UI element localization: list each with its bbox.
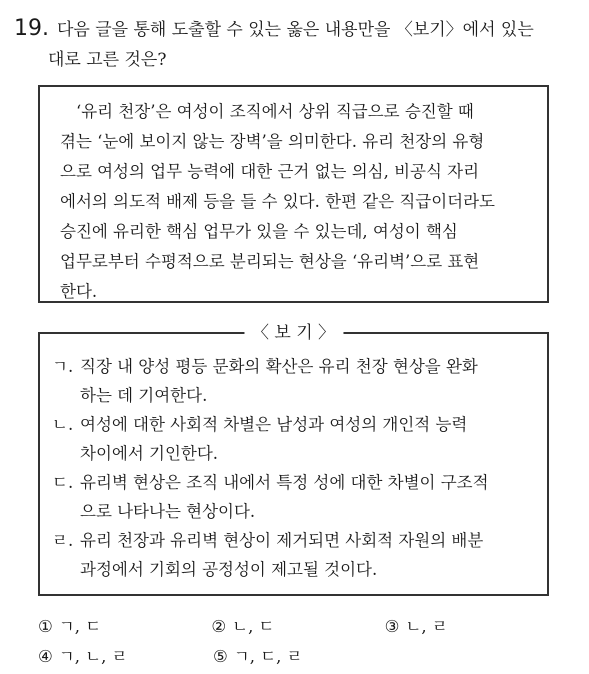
- bogi-item-mark: ㄷ.: [52, 473, 74, 492]
- choice-text: ㄱ, ㄷ, ㄹ: [233, 647, 303, 666]
- choice-text: ㄴ, ㄹ: [405, 617, 448, 636]
- choice-text: ㄱ, ㄷ: [58, 617, 102, 636]
- bogi-item-mark: ㄱ.: [52, 357, 74, 376]
- bogi-item-text: [80, 526, 483, 584]
- passage-line: 한다.: [60, 282, 98, 301]
- passage-line: 겪는 ‘눈에 보이지 않는 장벽’을 의미한다. 유리 천장의 유형: [60, 132, 485, 151]
- bogi-item-line: 직장 내 양성 평등 문화의 확산은 유리 천장 현상을 완화: [80, 357, 478, 376]
- bogi-item-digeut: [52, 468, 535, 526]
- choice-row: [38, 642, 558, 672]
- choice-text: ㄴ, ㄷ: [232, 617, 275, 636]
- choice-3[interactable]: [385, 612, 558, 642]
- passage-line: 업무로부터 수평적으로 분리되는 현상을 ‘유리벽’으로 표현: [60, 252, 480, 271]
- bogi-item-nieun: [52, 410, 535, 468]
- choice-number: ①: [38, 617, 53, 636]
- choice-number: ④: [38, 647, 53, 666]
- bogi-box: [38, 323, 549, 596]
- bogi-item-line: 으로 나타나는 현상이다.: [80, 502, 256, 521]
- choice-number: ②: [211, 617, 227, 636]
- bogi-item-giyeok: [52, 352, 535, 410]
- bogi-item-line: 여성에 대한 사회적 차별은 남성과 여성의 개인적 능력: [80, 415, 468, 434]
- bogi-item-line: 차이에서 기인한다.: [80, 444, 219, 463]
- bogi-item-rieul: [52, 526, 535, 584]
- passage-line: 으로 여성의 업무 능력에 대한 근거 없는 의심, 비공식 자리: [60, 162, 480, 181]
- bogi-item-mark: ㄹ.: [52, 531, 74, 550]
- passage-line: ‘유리 천장’은 여성이 조직에서 상위 직급으로 승진할 때: [76, 102, 474, 121]
- choice-number: ⑤: [213, 647, 228, 666]
- question-number: 19.: [14, 16, 49, 41]
- passage-box: [38, 85, 549, 303]
- answer-choices: [38, 612, 558, 672]
- question-text-line1: 다음 글을 통해 도출할 수 있는 옳은 내용만을 〈보기〉에서 있는: [57, 20, 534, 40]
- choice-text: ㄱ, ㄴ, ㄹ: [58, 647, 128, 666]
- bogi-item-text: [80, 352, 478, 410]
- bogi-item-line: 유리 천장과 유리벽 현상이 제거되면 사회적 자원의 배분: [80, 531, 484, 550]
- choice-number: ③: [384, 617, 400, 636]
- bogi-item-text: [80, 468, 489, 526]
- choice-row: [38, 612, 558, 642]
- choice-2[interactable]: [211, 612, 384, 642]
- bogi-item-line: 하는 데 기여한다.: [80, 386, 208, 405]
- choice-4[interactable]: [38, 642, 213, 672]
- bogi-item-text: [80, 410, 467, 468]
- bogi-item-mark: ㄴ.: [52, 415, 74, 434]
- bogi-item-line: 유리벽 현상은 조직 내에서 특정 성에 대한 차별이 구조적: [80, 473, 489, 492]
- question-text-line2: 대로 고른 것은?: [48, 50, 167, 70]
- passage-line: 승진에 유리한 핵심 업무가 있을 수 있는데, 여성이 핵심: [60, 222, 458, 241]
- passage-line: 에서의 의도적 배제 등을 들 수 있다. 한편 같은 직급이더라도: [60, 192, 495, 211]
- question-stem: [14, 14, 576, 75]
- bogi-title: 〈 보 기 〉: [244, 319, 343, 347]
- bogi-item-line: 과정에서 기회의 공정성이 제고될 것이다.: [80, 560, 378, 579]
- choice-5[interactable]: [213, 642, 388, 672]
- choice-1[interactable]: [38, 612, 211, 642]
